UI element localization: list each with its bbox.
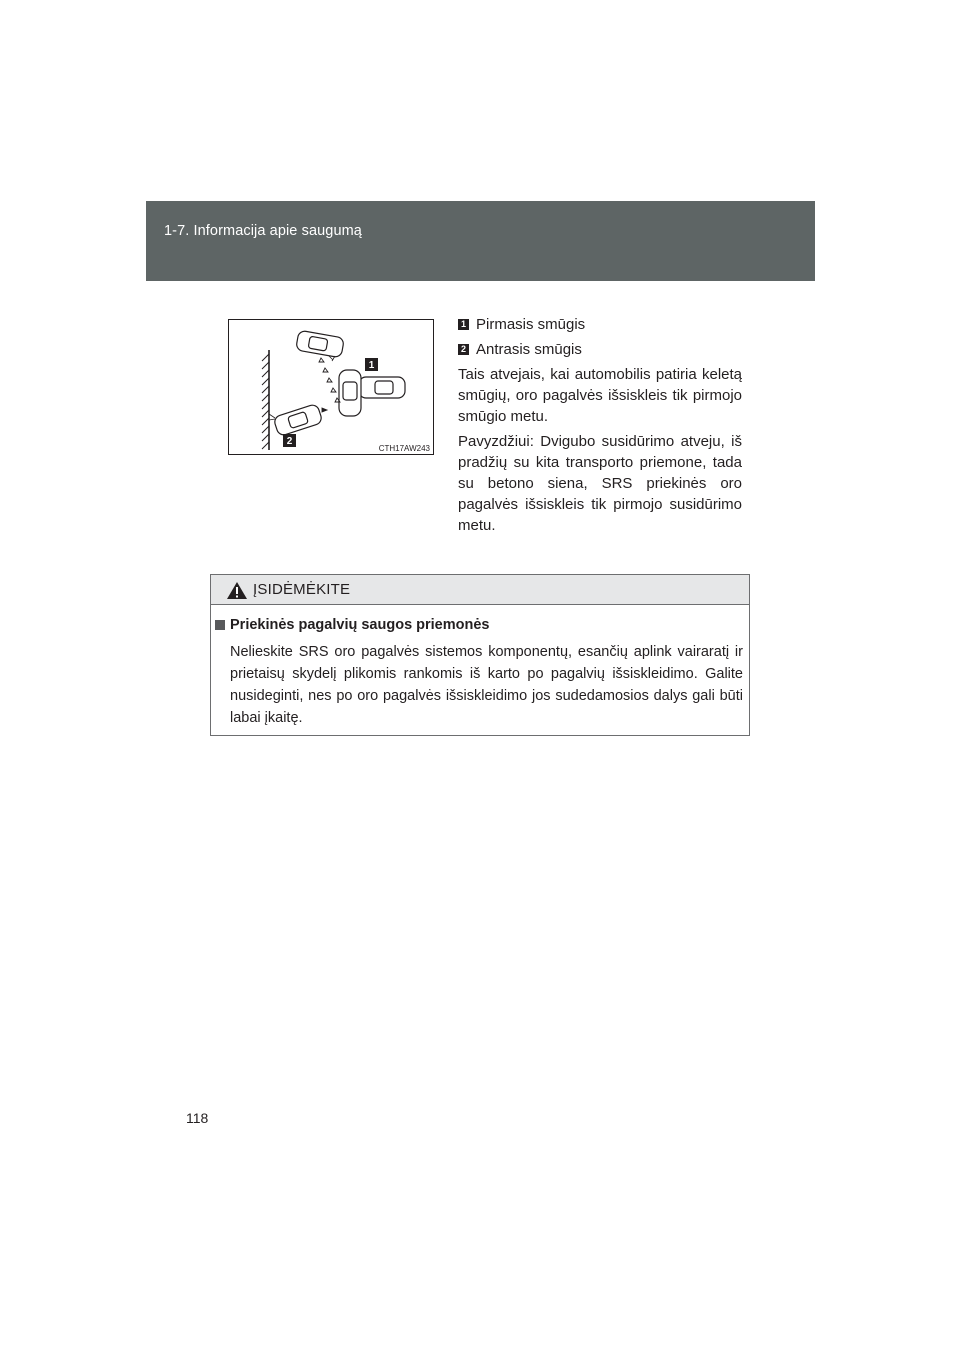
paragraph-example: Pavyzdžiui: Dvigubo susidūrimo atveju, iš pradžių su kita transporto priemone, tada su betono siena, SRS priekinės oro pagalvės išsiskleis tik pirmojo susidūrimo metu.	[458, 433, 742, 534]
page-number: 118	[186, 1110, 209, 1126]
warning-triangle-icon	[226, 581, 248, 605]
svg-text:1: 1	[368, 360, 375, 371]
caution-subheading	[215, 617, 490, 633]
legend-item-1	[458, 316, 585, 333]
caution-box	[210, 574, 750, 736]
car-middle	[339, 370, 361, 416]
square-bullet-icon	[215, 620, 225, 630]
car-collision-illustration	[229, 320, 435, 456]
car-right	[359, 377, 405, 398]
legend-label: Antrasis smūgis	[476, 341, 582, 358]
caution-text: Nelieskite SRS oro pagalvės sistemos komponentų, esančių aplink vairaratį ir prietaisų skydelį plikomis rankomis iš karto po pagalvių išsiskleidimo. Galite nusideginti, nes po oro pagalvės išsiskleidimo jos sudedamosios dalys gali būti labai įkaitę.	[230, 644, 743, 726]
legend-number-badge: 1	[458, 319, 469, 330]
callout-2	[283, 434, 296, 447]
collision-figure	[228, 319, 434, 455]
legend-label: Pirmasis smūgis	[476, 316, 586, 333]
section-title: 1-7. Informacija apie saugumą	[164, 223, 362, 239]
car-wall	[273, 403, 323, 436]
impact-path-arrows	[319, 358, 340, 412]
caution-header	[211, 575, 749, 605]
callout-1	[365, 358, 378, 371]
paragraph-multiple-impacts: Tais atvejais, kai automobilis patiria keletą smūgių, oro pagalvės išsiskleis tik pirmojo smūgio metu.	[458, 366, 742, 425]
figure-code: CTH17AW243	[378, 444, 430, 453]
svg-text:2: 2	[286, 436, 293, 447]
legend-number-badge: 2	[458, 344, 469, 355]
concrete-wall	[262, 350, 269, 450]
legend-item-2	[458, 341, 582, 358]
caution-subheading-text: Priekinės pagalvių saugos priemonės	[230, 617, 490, 633]
car-top	[296, 330, 345, 358]
section-header	[146, 201, 815, 281]
caution-title: ĮSIDĖMĖKITE	[253, 581, 351, 598]
